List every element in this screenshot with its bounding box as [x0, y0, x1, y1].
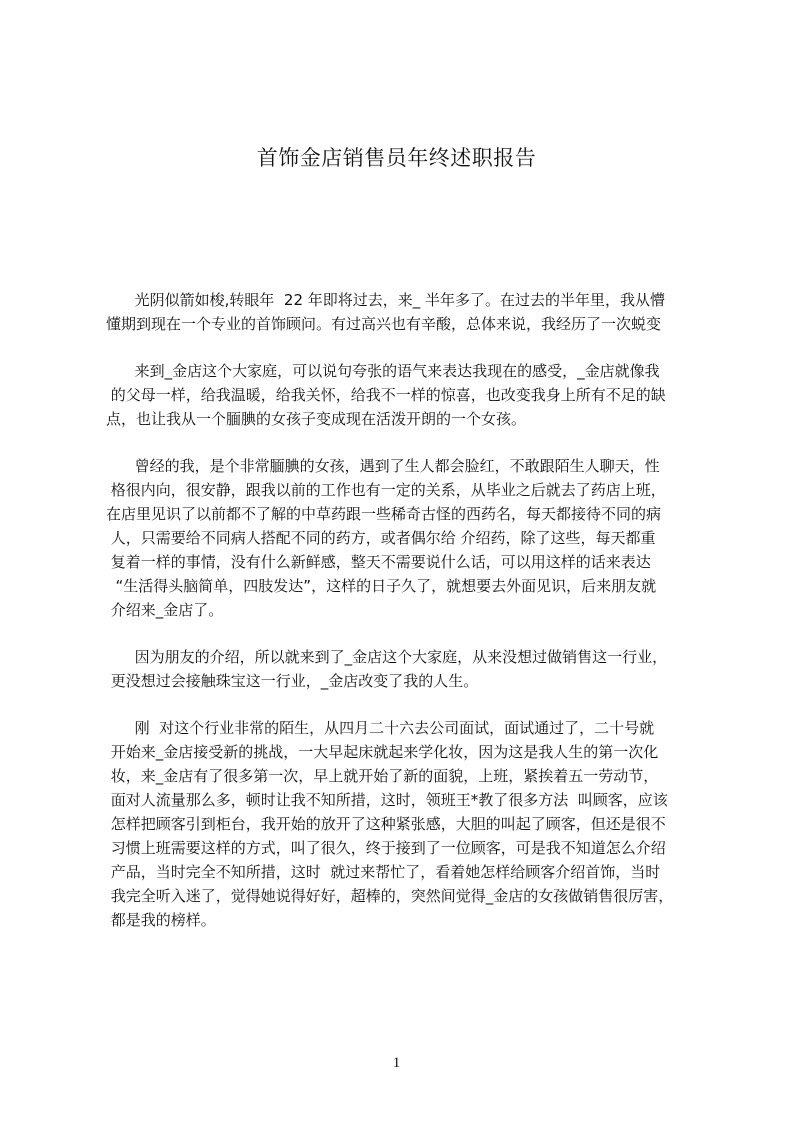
paragraph-line: 曾经的我，是个非常腼腆的女孩，遇到了生人都会脸红，不敢跟陌生人聊天，性 — [106, 457, 660, 475]
document-body — [106, 288, 716, 955]
paragraph-line: 妆，来_金店有了很多第一次，早上就开始了新的面貌，上班，紧挨着五一劳动节， — [106, 767, 659, 785]
paragraph-line: 刚 对这个行业非常的陌生，从四月二十六去公司面试，面试通过了，二十号就 — [106, 719, 655, 737]
paragraph-line: 面对人流量那么多，顿时让我不知所措，这时，领班王*教了很多方法 叫顾客，应该 — [106, 791, 668, 809]
paragraph-line: 在店里见识了以前都不了解的中草药跟一些稀奇古怪的西药名，每天都接待不同的病 — [106, 505, 662, 523]
paragraph-1 — [106, 288, 716, 336]
page-number: 1 — [392, 1055, 401, 1071]
paragraph-line: 因为朋友的介绍，所以就来到了_金店这个大家庭，从来没想过做销售这一行业， — [106, 648, 668, 666]
paragraph-line: 懂期到现在一个专业的首饰顾问。有过高兴也有辛酸，总体来说，我经历了一次蜕变 — [106, 315, 662, 333]
paragraph-line: 开始来_金店接受新的挑战，一大早起床就起来学化妆，因为这是我人生的第一次化 — [106, 743, 659, 761]
paragraph-line: 的父母一样，给我温暖，给我关怀，给我不一样的惊喜，也改变我身上所有不足的缺 — [106, 386, 666, 404]
paragraph-line: 都是我的榜样。 — [106, 911, 216, 929]
paragraph-line: 介绍来_金店了。 — [106, 601, 224, 619]
paragraph-line: 点，也让我从一个腼腆的女孩子变成现在活泼开朗的一个女孩。 — [106, 410, 527, 428]
paragraph-line: 人，只需要给不同病人搭配不同的药方，或者偶尔给 介绍药，除了这些，每天都重 — [106, 529, 656, 547]
paragraph-4 — [106, 645, 716, 693]
paragraph-line: 怎样把顾客引到柜台，我开始的放开了这种紧张感，大胆的叫起了顾客，但还是很不 — [106, 815, 666, 833]
paragraph-line: 产品，当时完全不知所措，这时 就过来帮忙了，看着她怎样给顾客介绍首饰，当时 — [106, 863, 661, 881]
document-title: 首饰金店销售员年终述职报告 — [256, 146, 537, 170]
paragraph-line: 我完全听入迷了，觉得她说得好好，超棒的，突然间觉得_金店的女孩做销售很厉害， — [106, 887, 674, 905]
paragraph-line: 格很内向，很安静，跟我以前的工作也有一定的关系，从毕业之后就去了药店上班， — [106, 481, 666, 499]
paragraph-5 — [106, 716, 716, 932]
paragraph-2 — [106, 359, 716, 431]
paragraph-line: 来到_金店这个大家庭，可以说句夸张的语气来表达我现在的感受，_金店就像我 — [106, 362, 660, 380]
paragraph-line: 复着一样的事情，没有什么新鲜感，整天不需要说什么话，可以用这样的话来表达 — [106, 553, 651, 571]
paragraph-3 — [106, 454, 716, 622]
paragraph-line: 光阴似箭如梭,转眼年 22 年即将过去，来_ 半年多了。在过去的半年里，我从懵 — [106, 291, 666, 309]
paragraph-line: “生活得头脑简单，四肢发达”，这样的日子久了，就想要去外面见识，后来朋友就 — [106, 577, 657, 595]
paragraph-line: 更没想过会接触珠宝这一行业，_金店改变了我的人生。 — [106, 672, 479, 690]
paragraph-line: 习惯上班需要这样的方式，叫了很久，终于接到了一位顾客，可是我不知道怎么介绍 — [106, 839, 666, 857]
